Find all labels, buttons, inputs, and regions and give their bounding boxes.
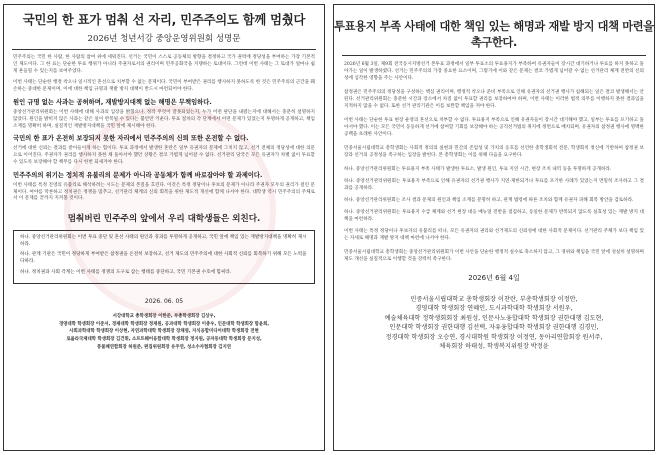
demands-heading: 멈춰버린 민주주의 앞에서 우리 대학생들은 외친다. [67,214,261,225]
left-statement-page [3,4,325,451]
left-statement-subtitle: 2026년 청년서강 중앙운영위원회 성명문 [87,34,241,44]
intro-paragraph: 민주주의는 국민 한 사람, 한 사람의 참여 위에 세워진다. 선거는 국민이 스스로 공동체의 방향을 결정하고 국가 권력에 정당성을 부여하는 가장 기본적인 제도이다. 그 한 표는 단순한 투표 행위가 아니라 주권자로서의 권리이며 민주공화국을 지탱하는 토대이다. 그런데 이번 사태는 그 토대가 얼마나 쉽게 흔들릴 수 있는지를 보여주었다. [13,55,315,74]
statement-date: 2026년 6월 4일 [468,274,520,282]
title-divider [12,49,316,50]
left-statement-title: 국민의 한 표가 멈춰 선 자리, 민주주의도 함께 멈췄다 [22,13,306,27]
demand-item: 하나. 관계 기관은 국민이 정당하게 부여받은 참정권을 온전히 보장하고, 선거 제도의 민주주의에 대한 사회적 신뢰를 회복하기 위해 모든 노력을 다하라. [20,252,307,264]
signatory-line: 예술체육대학 정학생회회장 최원성, 인문사노융합대학 학생회장 권한대행 김도현, [384,314,604,322]
signatory-line: 사회과학대학 학생회장 이상현, 자연과학대학 학생회장 장채영, 지식융합미디어대학 학생회장 전현 [69,329,259,335]
signatory-line: 경영대학 학생회장 이준서, 경제대학 학생회장 정재원, 공과대학 학생회장 이충우, 인문대학 학생회장 함윤희, [58,321,270,327]
section-body: 중앙선거관리위원회는 이번 사태에 대해 사과의 입장을 밝혔으나, 정작 무엇이 잘못되었는지, 누가 어떤 판단을 내렸는지에 대해서는 충분히 설명하지 않았다. 원인을 밝히지 않은 사과는 같은 일이 반복될 수 있다는 불안만 키운다. 투표 절차의 각 단계에서 어떤 문제가 있었는지 투명하게 공개하고, 책임 소재를 명확히 하며, 실질적인 재발방지대책을 국민 앞에 제시해야 한다. [13,109,315,129]
section-body: 이번 사태를 특정 진영의 유불리로 해석하려는 시도는 문제의 본질을 흐린다. 이것은 특정 정당이나 후보의 문제가 아니라 주권자 모두의 권리가 걸린 문제이다. 여야를 막론하고 정치권은 정쟁을 멈추고, 선거관리 체계의 신뢰 회복을 위한 제도적 개선에 함께 나서야 한다. 대학생 역시 민주주의의 주체로서 이 문제를 끝까지 지켜볼 것이다. [13,182,315,202]
title-divider [342,55,646,56]
signatory-line: 인문대학 학생회장 권한대행 김선택, 자유융합대학 학생회장 권한대행 김경민, [389,324,599,332]
intro-paragraph: 이번 사태는 단순한 행정 착오나 일시적인 혼선으로 치부할 수 없는 문제이다. 국민이 부여받은 권리를 행사하지 못하도록 한 것은 민주주의의 근간을 훼손하는 중대한 문제이며, 이에 대한 책임 규명과 재발 방지 대책이 반드시 마련되어야 한다. [13,80,315,93]
body-paragraph: 참정권은 민주주의의 정당성을 구성하는 핵심 권리이며, 행정적 착오나 준비 부족으로 인해 유권자의 선거권 행사가 침해되는 일은 결코 발생해서는 안 된다. 선거관리위원회는 충분한 시간과 장소에서 차질 없이 투표할 권리를 보장하여야 하며, 이번 사태는 이러한 법적 의무를 이행하지 못한 결과임을 지적하지 않을 수 없다. 또한 선거 관리기관은 이를 보완할 책임을 져야 한다. [344,90,644,109]
signatory-line: 서강대학교 총학생회장 이한준, 부총학생회장 김상우, [112,314,216,320]
body-paragraph: 이번 사태는 단순한 투표 현장 운영의 혼선으로 치부할 수 없다. 투표용지 부족으로 인해 유권자들이 장시간 대기해야 했고, 일부는 투표를 포기하고 돌아서야 했다. 이는 모든 국민이 동등하게 선거에 참여할 기회를 보장해야 하는 공직선거법의 취지에 정면으로 배치되며, 유권자의 참정권 행사에 명백한 공백을 초래한 사안이다. [344,118,644,137]
demand-item: 하나. 중앙선거관리위원회는 조사 결과 문제의 원인과 책임 소재를 분명히 하고, 관계 법령에 따른 조치와 함께 유권자 피해 회복 방안을 검토하라. [344,198,634,203]
closing-paragraph: 이번 사태는 특정 정당이나 후보자의 유불리를 떠나, 모든 유권자의 권리와 선거제도의 신뢰성에 대한 사회적 문제이다. 선거관리 주체가 보다 책임 있는 자세로 해명과 재발 방지 대책 마련에 나서야 한다. [344,229,644,241]
right-statement-page [333,4,655,451]
right-statement-title: 투표용지 부족 사태에 대한 책임 있는 해명과 재발 방지 대책 마련을 촉구한다. [334,20,654,49]
section-body: 선거에 대한 신뢰는 결과를 받아들이게 하는 힘이다. 투표 과정에서 발생한 혼란은 일부 유권자의 문제에 그치지 않고, 선거 전체의 정당성에 대한 의문으로 이어진다. 주권자가 권리를 행사하지 못한 채 돌아서야 했던 상황은 결코 가볍게 넘어갈 수 없다. 선거관리 당국은 모든 유권자가 차별 없이 투표할 수 있도록 보장해야 할 책무를 다시 한번 되새겨야 한다. [13,146,315,165]
statement-date: 2026. 06. 05 [144,298,184,306]
demand-item: 하나. 정치권과 사회 각계는 이번 사태를 정쟁의 도구로 삼는 행태를 중단하고, 국민 기본권 수호에 힘써라. [20,269,232,275]
signatory-line: 민중서울시립대학교 총학생회장 이찬란, 부총학생회장 이정안, [410,296,578,303]
signatory-line: 로욜라국제대학 학생회장 김건휘, 소프트웨어융합대학 학생회장 정지원, 공자동대학 학생회장 문지성, [66,336,262,342]
demand-item: 하나. 중앙선거관리위원회는 투표용지 부족 사태가 발생한 투표소, 발생 원인, 투표 지연 시간, 현장 조치 내역 등을 투명하게 공개하라. [344,167,612,172]
section-heading: 민주주의의 위기는 정치적 유불리의 문제가 아니라 공동체가 함께 바로잡아야 할 과제이다. [13,171,263,179]
signatory-line: 체육회장 하태성, 학생복지위원장 박정윤 [439,343,549,351]
section-heading: 원인 규명 없는 사과는 공허하며, 재발방지대책 없는 해명은 무책임하다. [13,98,212,106]
university-seal-watermark [64,105,276,317]
signatory-line: 경영대학 학생회장 연혜인, 도시과학대학 학생회장 서원우, [415,305,573,313]
demand-item: 하나. 중앙선거관리위원회는 투표용지 수급 체계와 선거 현장 대응 매뉴얼 전반을 점검하고, 동일한 문제가 반복되지 않도록 실효성 있는 재발 방지 대책을 마련하라. [344,210,644,222]
demand-item: 하나. 중앙선거관리위원회는 투표용지 부족으로 인해 유권자의 선거권 행사가 지연·제한되거나 투표를 포기한 사례가 있었는지 면밀히 조사하고 그 결과를 공개하라. [344,179,644,191]
body-paragraph: 민중서울시립대학교 총학생회는 사회적 정의의 실현과 민간의 존엄성 및 가치의 옹호를 선언한 총학생회칙 전문, 학생회칙 정신에 기반하여 참정권 보장과 선거의 공정성을 촉구하는 입장을 밝힌다. 본 총학생회는 이를 위해 다음을 요구한다. [344,146,644,158]
demand-item: 하나. 중앙선거관리위원회는 이번 투표 중단 및 혼선 사태의 원인과 경과를 투명하게 공개하고, 국민 앞에 책임 있는 재발방지대책을 명확히 제시하라. [20,235,307,247]
signatory-line: 정경대학 학생회장 오승연, 경시대학원 학생회장 이정연, 동아리연합회장 원서주, [385,333,603,341]
body-paragraph: 2026년 6월 3일, 제9회 전국동시지방선거 본투표 과정에서 일부 투표소의 투표용지가 부족하여 유권자들이 장시간 대기하거나 투표를 하지 못하고 돌아가는 일이 발생하였다. 선거는 민주주의의 가장 중요한 요소이며, 그렇기에 이와 같은 문제는 결코 가볍게 넘어갈 수 없는 선거관리 체계 전반의 신뢰성에 심각한 영향을 주는 사안이다. [344,62,644,81]
closing-paragraph: 민중서울시립대학교 총학생회는 중앙선거관리위원회가 이번 사안을 단순한 행정적 실수로 축소하지 않고, 그 경위와 책임을 국민 앞에 성실히 설명하며 제도 개선을 실질적으로 이행할 것을 강력히 촉구한다. [344,250,644,262]
signatory-line: 풍물패연합회장 허원준, 편집위원회장 유주연, 성소수자협회장 김지연 [97,344,231,350]
section-heading: 국민의 한 표가 온전히 보장되지 못한 자리에서 민주주의의 신뢰 또한 온전할 수 없다. [13,135,249,143]
